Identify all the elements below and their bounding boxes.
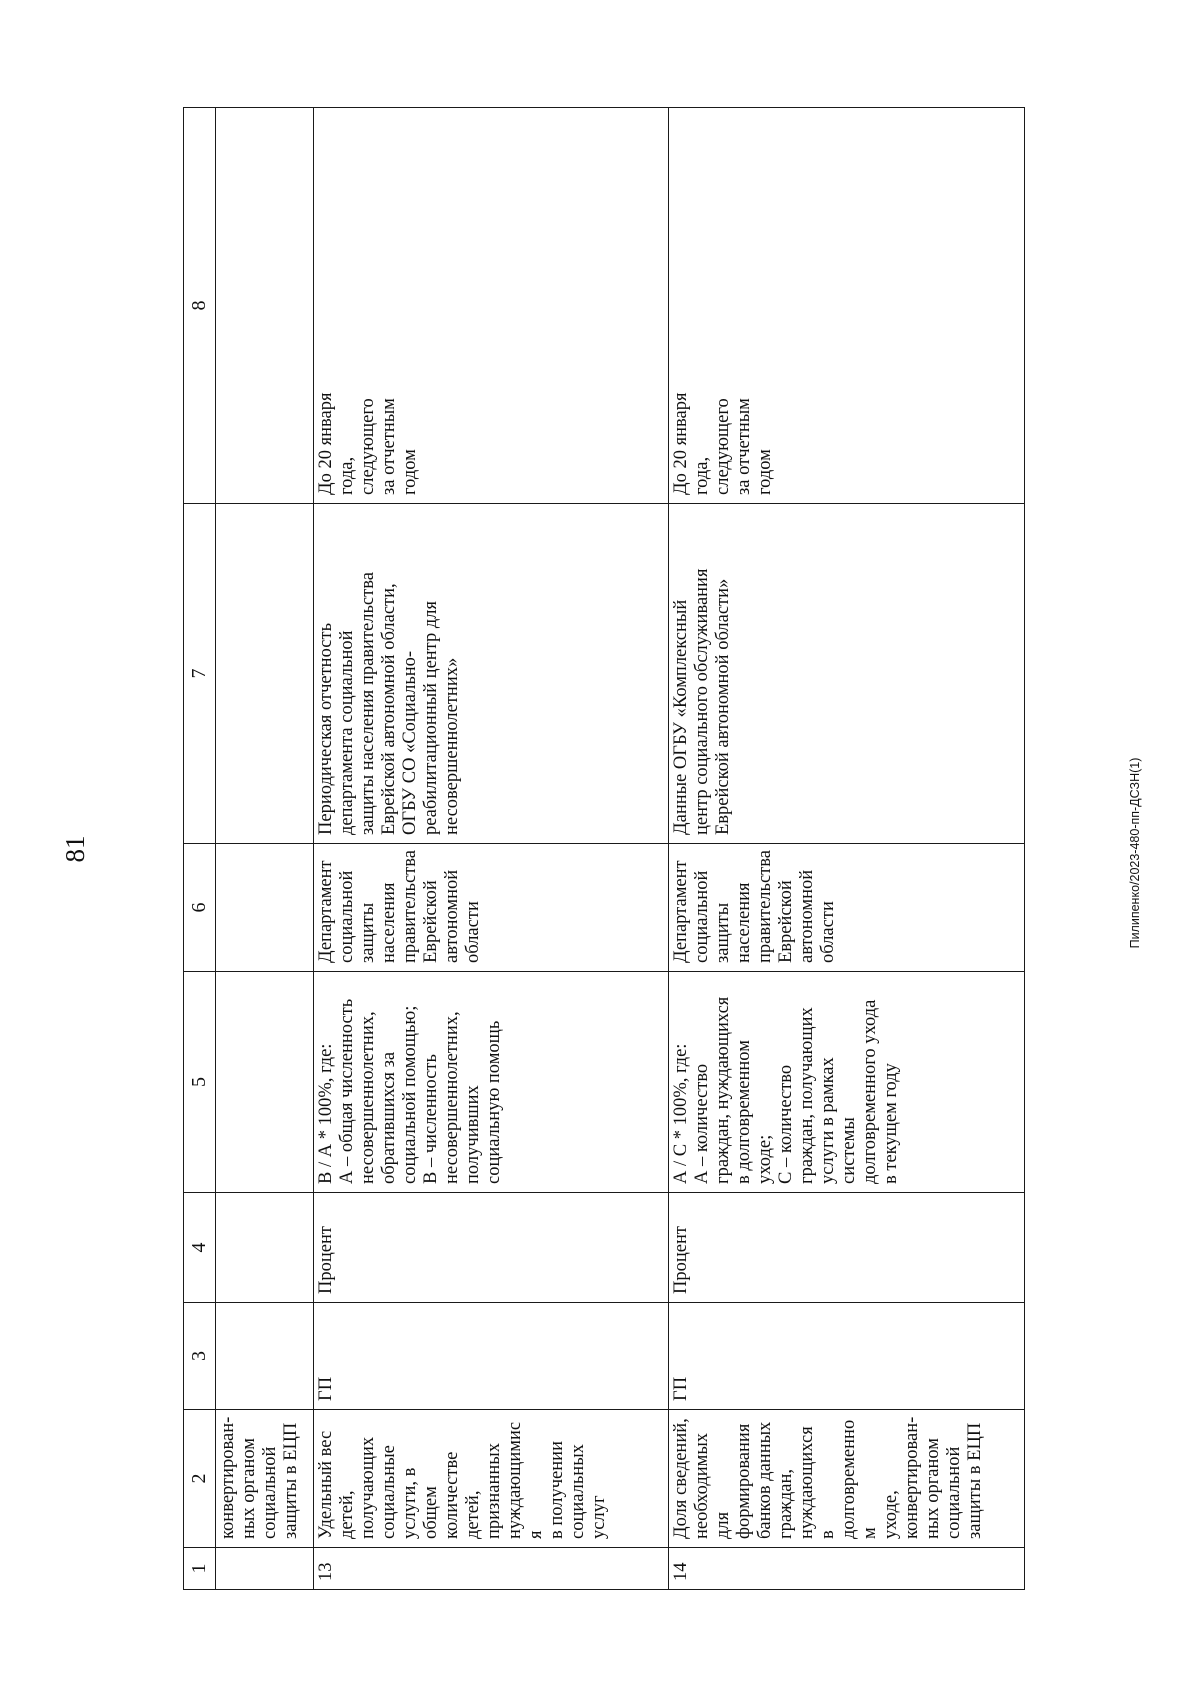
header-row [184,108,216,1590]
header-cell: 6 [184,844,216,972]
indicator-source [216,504,314,844]
indicator-deadline: До 20 января года, следующего за отчетным годом [669,108,1025,504]
header-cell: 2 [184,1410,216,1548]
table-row [314,108,669,1590]
indicator-formula: В / А * 100%, где: А – общая численность несовершеннолетних, обратившихся за социальной помощью; В – численность несовершеннолетних, получивших социальную помощь [314,972,669,1193]
header-cell: 1 [184,1548,216,1590]
row-number: 13 [314,1548,669,1590]
indicator-name: конвертирован- ных органом социальной защиты в ЕЦП [216,1410,314,1548]
indicator-responsible [216,844,314,972]
header-cell: 8 [184,108,216,504]
indicator-type: ГП [669,1303,1025,1410]
indicator-responsible: Департамент социальной защиты населения правительства Еврейской автономной области [669,844,1025,972]
indicator-name: Удельный вес детей, получающих социальные услуги, в общем количестве детей, признанных нуждающимися в получении социальных услуг [314,1410,669,1548]
header-cell: 4 [184,1193,216,1303]
indicator-source: Данные ОГБУ «Комплексный центр социального обслуживания Еврейской автономной области» [669,504,1025,844]
indicator-type [216,1303,314,1410]
header-cell: 5 [184,972,216,1193]
header-cell: 3 [184,1303,216,1410]
indicator-source: Периодическая отчетность департамента социальной защиты населения правительства Еврейской автономной области, ОГБУ СО «Социально- реабилитационный центр для несовершеннолетних» [314,504,669,844]
page-number: 81 [60,835,90,863]
row-number: 14 [669,1548,1025,1590]
table-row [669,108,1025,1590]
indicator-deadline: До 20 января года, следующего за отчетным годом [314,108,669,504]
indicator-unit [216,1193,314,1303]
header-cell: 7 [184,504,216,844]
rotated-table-frame [183,108,1025,1590]
indicators-table [183,107,1025,1590]
table-container [183,108,1025,1590]
indicator-deadline [216,108,314,504]
indicator-type: ГП [314,1303,669,1410]
indicator-formula: А / С * 100%, где: А – количество граждан, нуждающихся в долговременном уходе; С – количество граждан, получающих услуги в рамках системы долговременного ухода в текущем году [669,972,1025,1193]
indicator-unit: Процент [314,1193,669,1303]
indicator-responsible: Департамент социальной защиты населения правительства Еврейской автономной области [314,844,669,972]
indicator-unit: Процент [669,1193,1025,1303]
indicator-formula [216,972,314,1193]
document-code: Пилипенко/2023-480-пп-ДСЗН(1) [1128,757,1142,949]
table-row [216,108,314,1590]
row-number [216,1548,314,1590]
indicator-name: Доля сведений, необходимых для формирования банков данных граждан, нуждающихся в долговременном уходе, конвертирован- ных органом социальной защиты в ЕЦП [669,1410,1025,1548]
